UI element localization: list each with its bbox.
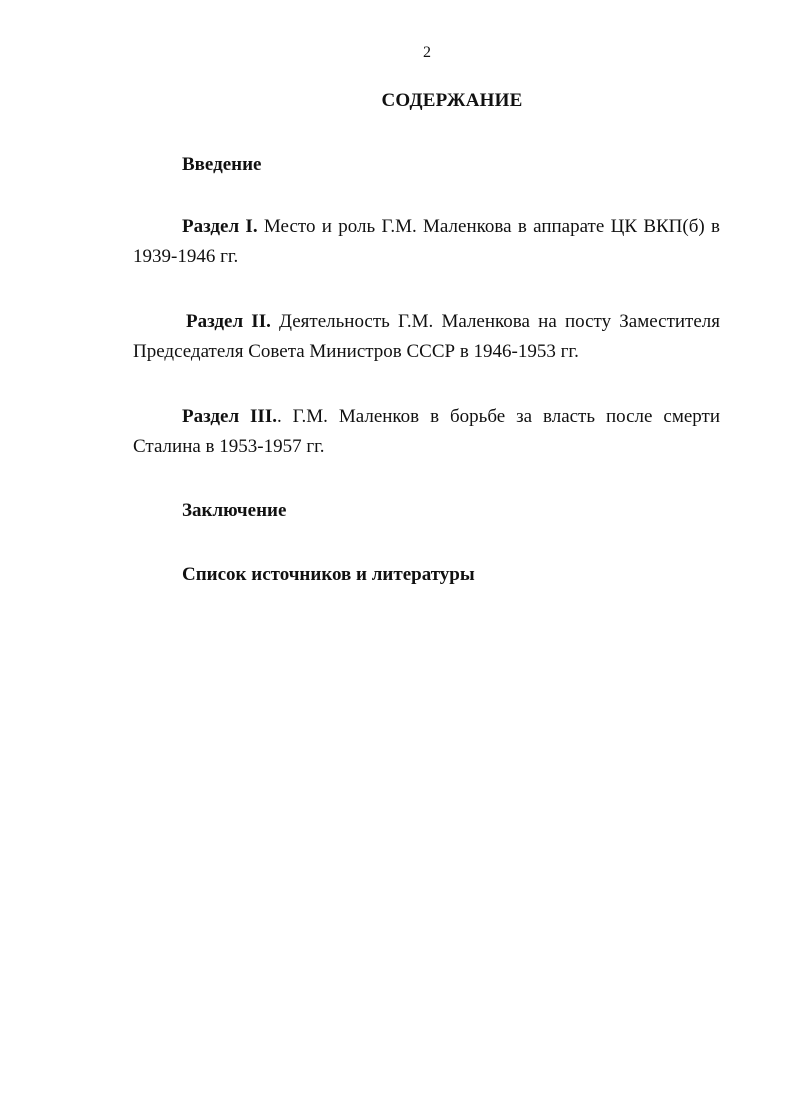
page-title: СОДЕРЖАНИЕ: [381, 90, 523, 111]
toc-section-2-text: Деятельность Г.М. Маленкова на посту Заместителя Председателя Совета Министров СССР в 1946-1953 гг.: [133, 311, 721, 362]
toc-section-2: [133, 307, 720, 367]
toc-conclusion: Заключение: [182, 500, 287, 521]
toc-section-2-label: Раздел II.: [186, 311, 271, 332]
toc-section-3-text: . Г.М. Маленков в борьбе за власть после смерти Сталина в 1953-1957 гг.: [133, 406, 720, 457]
toc-section-3: [133, 402, 720, 462]
page-number: 2: [423, 44, 431, 61]
toc-bibliography: Список источников и литературы: [182, 564, 475, 585]
toc-section-3-label: Раздел III.: [182, 406, 277, 427]
toc-introduction: Введение: [182, 154, 262, 175]
toc-section-1-text: Место и роль Г.М. Маленкова в аппарате ЦК ВКП(б) в 1939-1946 гг.: [133, 216, 721, 267]
toc-section-1-label: Раздел I.: [182, 216, 258, 237]
toc-section-1: [133, 212, 720, 272]
